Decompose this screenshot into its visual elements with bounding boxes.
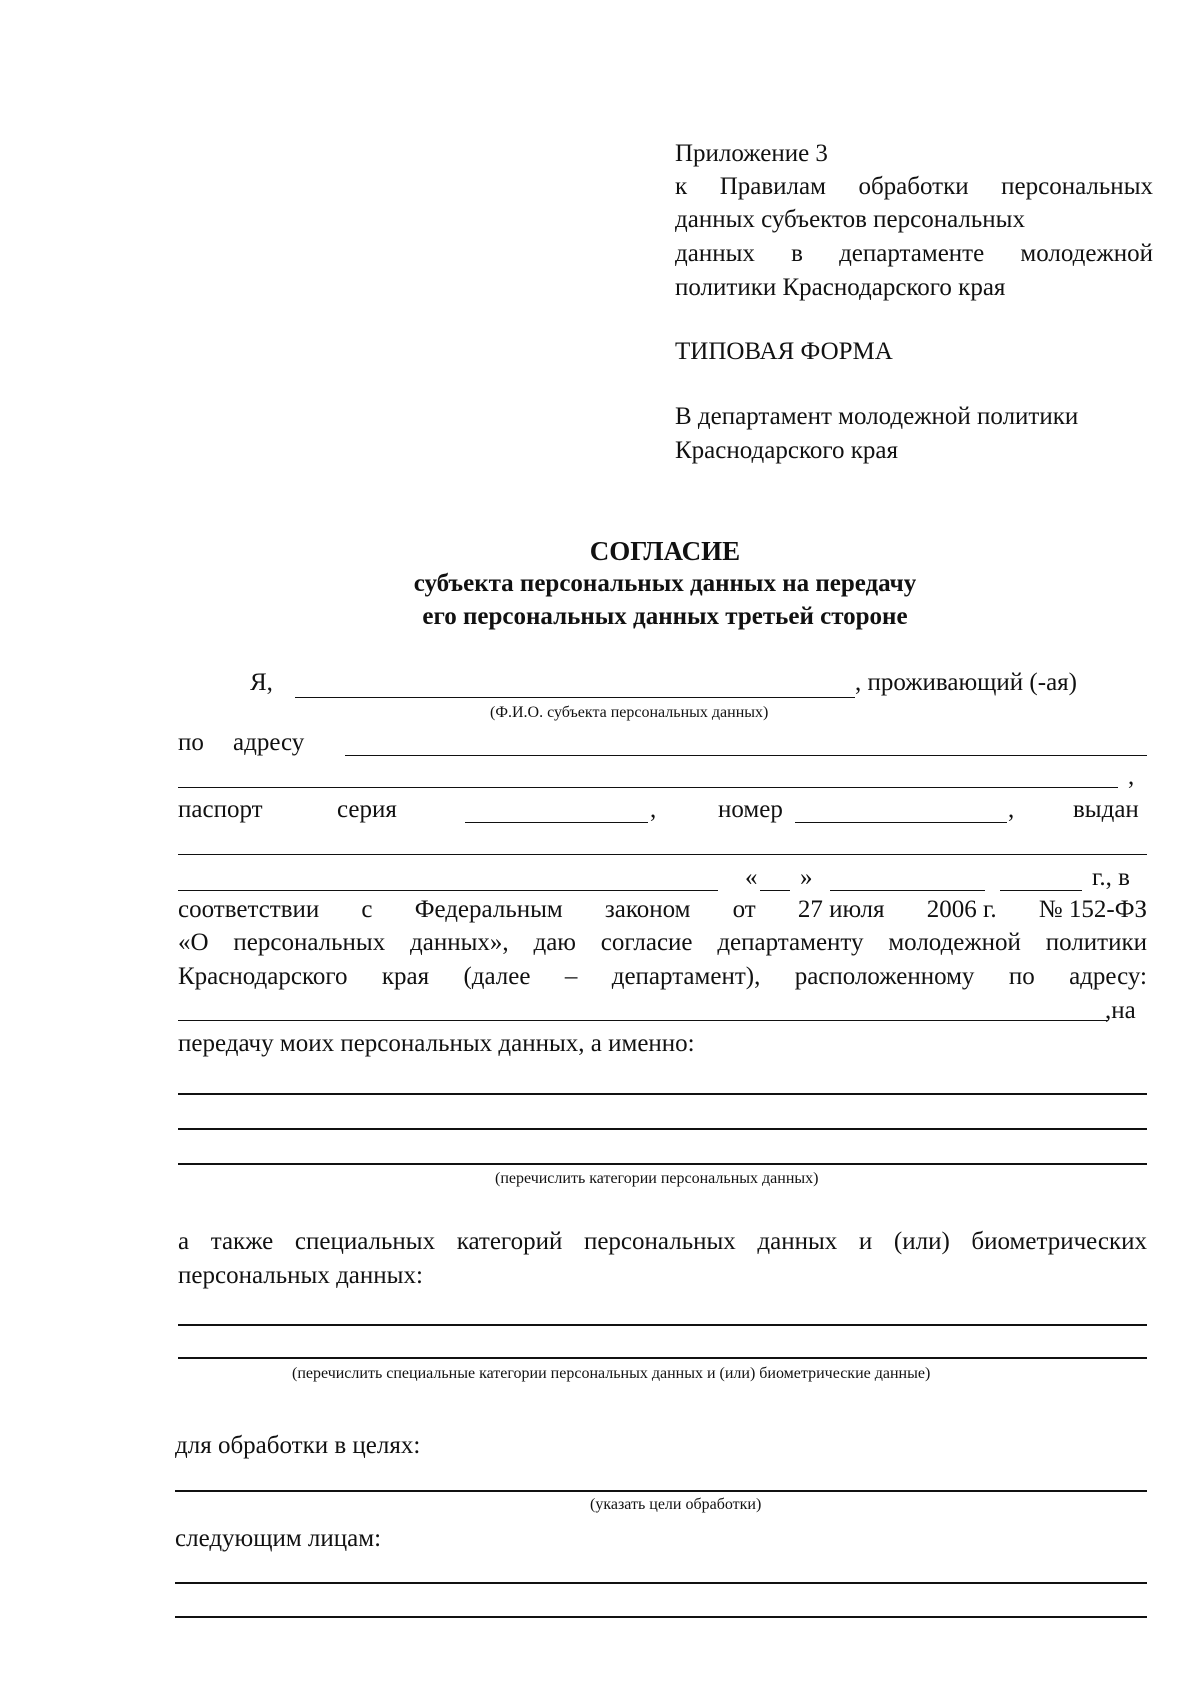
persons-field-2[interactable] [175, 1616, 1147, 1618]
law-word: Федеральным [414, 896, 563, 923]
law-line-2: «О персональных данных», даю согласие департаменту молодежной политики [178, 929, 1147, 956]
form-type: ТИПОВАЯ ФОРМА [675, 338, 893, 365]
quote-close: » [800, 864, 813, 891]
series-comma: , [650, 796, 657, 823]
year-suffix: г., в [1092, 864, 1130, 891]
special-line-2: персональных данных: [178, 1262, 423, 1289]
number-comma: , [1008, 796, 1015, 823]
document-title: СОГЛАСИЕ [589, 536, 741, 566]
appendix-title: Приложение 3 [675, 140, 828, 167]
categories-field-3[interactable] [178, 1163, 1147, 1165]
law-word: 2006 г. [926, 896, 997, 923]
special-field-1[interactable] [178, 1324, 1147, 1326]
address-field-2[interactable] [178, 787, 1118, 788]
law-word: соответствии [178, 896, 320, 923]
issued-label: выдан [1073, 796, 1139, 823]
issued-by-field[interactable] [178, 854, 1147, 855]
law-word: законом [604, 896, 691, 923]
number-field[interactable] [795, 822, 1007, 823]
na-label: ,на [1105, 997, 1136, 1024]
law-word: № 152-ФЗ [1038, 896, 1147, 923]
persons-field-1[interactable] [175, 1582, 1147, 1584]
appendix-line-4: политики Краснодарского края [675, 274, 1006, 301]
department-address-field[interactable] [178, 1020, 1108, 1021]
categories-field-1[interactable] [178, 1093, 1147, 1095]
document-subtitle-1: субъекта персональных данных на передачу [413, 570, 917, 597]
fio-caption: (Ф.И.О. субъекта персональных данных) [490, 704, 769, 721]
law-line-1 [178, 896, 1147, 924]
special-field-2[interactable] [178, 1357, 1147, 1359]
purpose-field[interactable] [175, 1490, 1147, 1492]
series-field[interactable] [465, 822, 648, 823]
categories-field-2[interactable] [178, 1128, 1147, 1130]
passport-label: паспорт [178, 796, 263, 823]
address-field[interactable] [345, 755, 1147, 756]
i-label: Я, [250, 669, 273, 696]
addressee-line-2: Краснодарского края [675, 437, 898, 464]
transfer-label: передачу моих персональных данных, а именно: [178, 1030, 695, 1057]
number-label: номер [718, 796, 783, 823]
fio-field[interactable] [295, 697, 855, 698]
address-label: адресу [233, 729, 305, 756]
purpose-label: для обработки в целях: [175, 1432, 421, 1459]
addressee-line-1: В департамент молодежной политики [675, 403, 1079, 430]
law-word: от [732, 896, 756, 923]
purpose-caption: (указать цели обработки) [590, 1496, 762, 1513]
year-field[interactable] [1000, 890, 1082, 891]
appendix-line-2: данных субъектов персональных [675, 206, 1025, 233]
special-caption: (перечислить специальные категории персональных данных и (или) биометрические данные) [292, 1365, 931, 1382]
appendix-line-1: к Правилам обработки персональных [675, 173, 1153, 200]
law-line-3: Краснодарского края (далее – департамент), расположенному по адресу: [178, 963, 1147, 990]
law-word: с [361, 896, 373, 923]
living-label: , проживающий (-ая) [855, 669, 1077, 696]
quote-open: « [745, 864, 758, 891]
appendix-line-3: данных в департаменте молодежной [675, 240, 1153, 267]
law-word: 27 июля [797, 896, 885, 923]
persons-label: следующим лицам: [175, 1525, 382, 1552]
day-field[interactable] [760, 890, 790, 891]
special-line-1: а также специальных категорий персональных данных и (или) биометрических [178, 1228, 1147, 1255]
address-comma: , [1128, 763, 1135, 790]
month-field[interactable] [830, 890, 985, 891]
document-subtitle-2: его персональных данных третьей стороне [422, 603, 908, 630]
issued-by-field-2[interactable] [178, 890, 718, 891]
po-label: по [178, 729, 204, 756]
series-label: серия [337, 796, 397, 823]
categories-caption: (перечислить категории персональных данных) [495, 1170, 819, 1187]
